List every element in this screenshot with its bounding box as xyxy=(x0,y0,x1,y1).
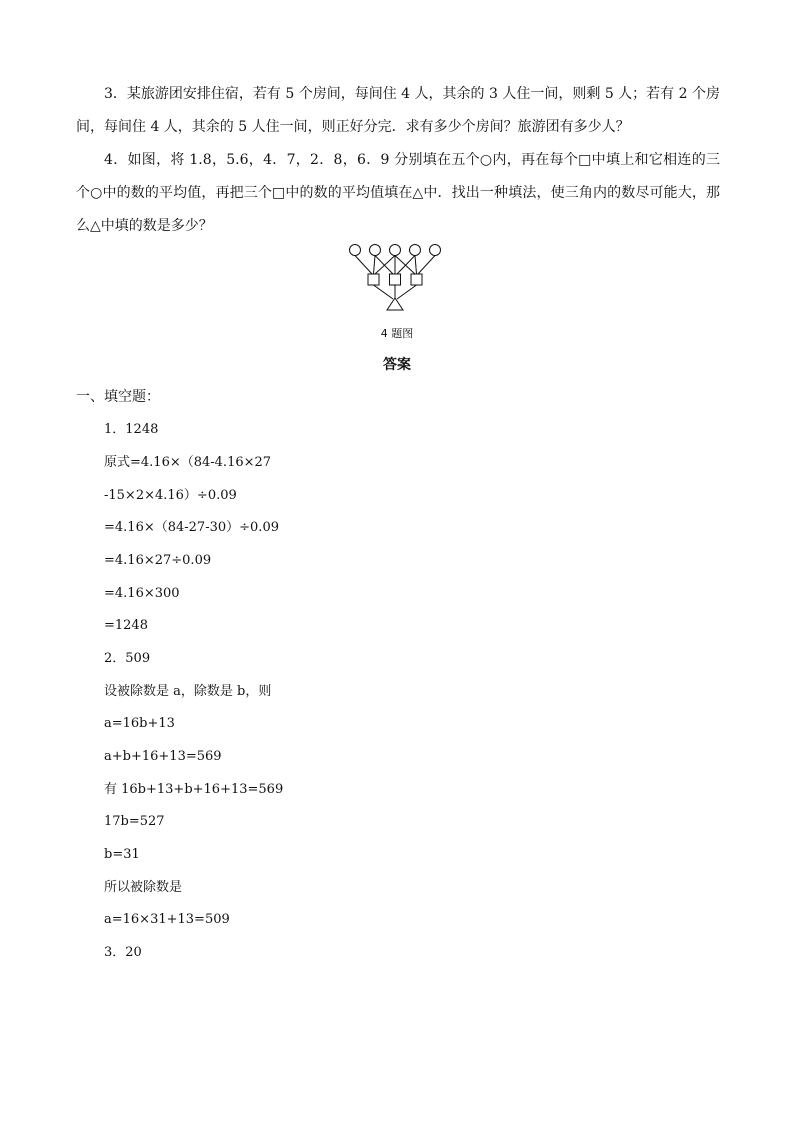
answer-line: 所以被除数是 xyxy=(104,880,183,895)
answer-line: =4.16×300 xyxy=(104,586,180,601)
circle-3 xyxy=(390,245,401,256)
answer-line: -15×2×4.16）÷0.09 xyxy=(104,488,237,503)
answer-line: 原式=4.16×（84-4.16×27 xyxy=(104,455,272,470)
circle-5 xyxy=(430,245,441,256)
answer-line: a+b+16+13=569 xyxy=(104,749,222,764)
figure-caption: 4 题图 xyxy=(380,327,414,340)
problem-3-text: 3．某旅游团安排住宿，若有 5 个房间，每间住 4 人，其余的 3 人住一间，则剩 5 人；若有 2 个房间，每间住 4 人，其余的 5 人住一间，则正好分完．求有多少个房间？旅游团有多少人？ xyxy=(76,86,720,135)
square-3 xyxy=(411,274,422,285)
square-2 xyxy=(390,274,401,285)
answer-line: 设被除数是 a，除数是 b，则 xyxy=(104,684,272,699)
answer-line: 有 16b+13+b+16+13=569 xyxy=(104,782,284,797)
answer-line: 3．20 xyxy=(104,945,142,960)
answer-line: 2．509 xyxy=(104,651,151,666)
answers-heading: 答案 xyxy=(383,357,411,373)
answer-line: 17b=527 xyxy=(104,814,165,829)
circle-1 xyxy=(350,245,361,256)
circle-2 xyxy=(370,245,381,256)
problem-4-figure xyxy=(345,240,445,314)
square-1 xyxy=(368,274,379,285)
answer-line: =4.16×（84-27-30）÷0.09 xyxy=(104,520,279,535)
answer-line: a=16×31+13=509 xyxy=(104,912,230,927)
circle-4 xyxy=(410,245,421,256)
answer-line: 1．1248 xyxy=(104,422,159,437)
answer-line: a=16b+13 xyxy=(104,716,175,731)
triangle xyxy=(387,298,403,310)
problem-4-text: 4．如图，将 1.8，5.6，4．7，2．8，6．9 分别填在五个○内，再在每个□中填上和它相连的三个○中的数的平均值，再把三个□中的数的平均值填在△中．找出一种填法，使三角内的数尽可能大，那么△中填的数是多少？ xyxy=(76,152,720,234)
answer-line: =1248 xyxy=(104,618,148,633)
section-title: 一、填空题： xyxy=(76,389,160,405)
answer-line: b=31 xyxy=(104,847,140,862)
answer-line: =4.16×27÷0.09 xyxy=(104,553,212,568)
